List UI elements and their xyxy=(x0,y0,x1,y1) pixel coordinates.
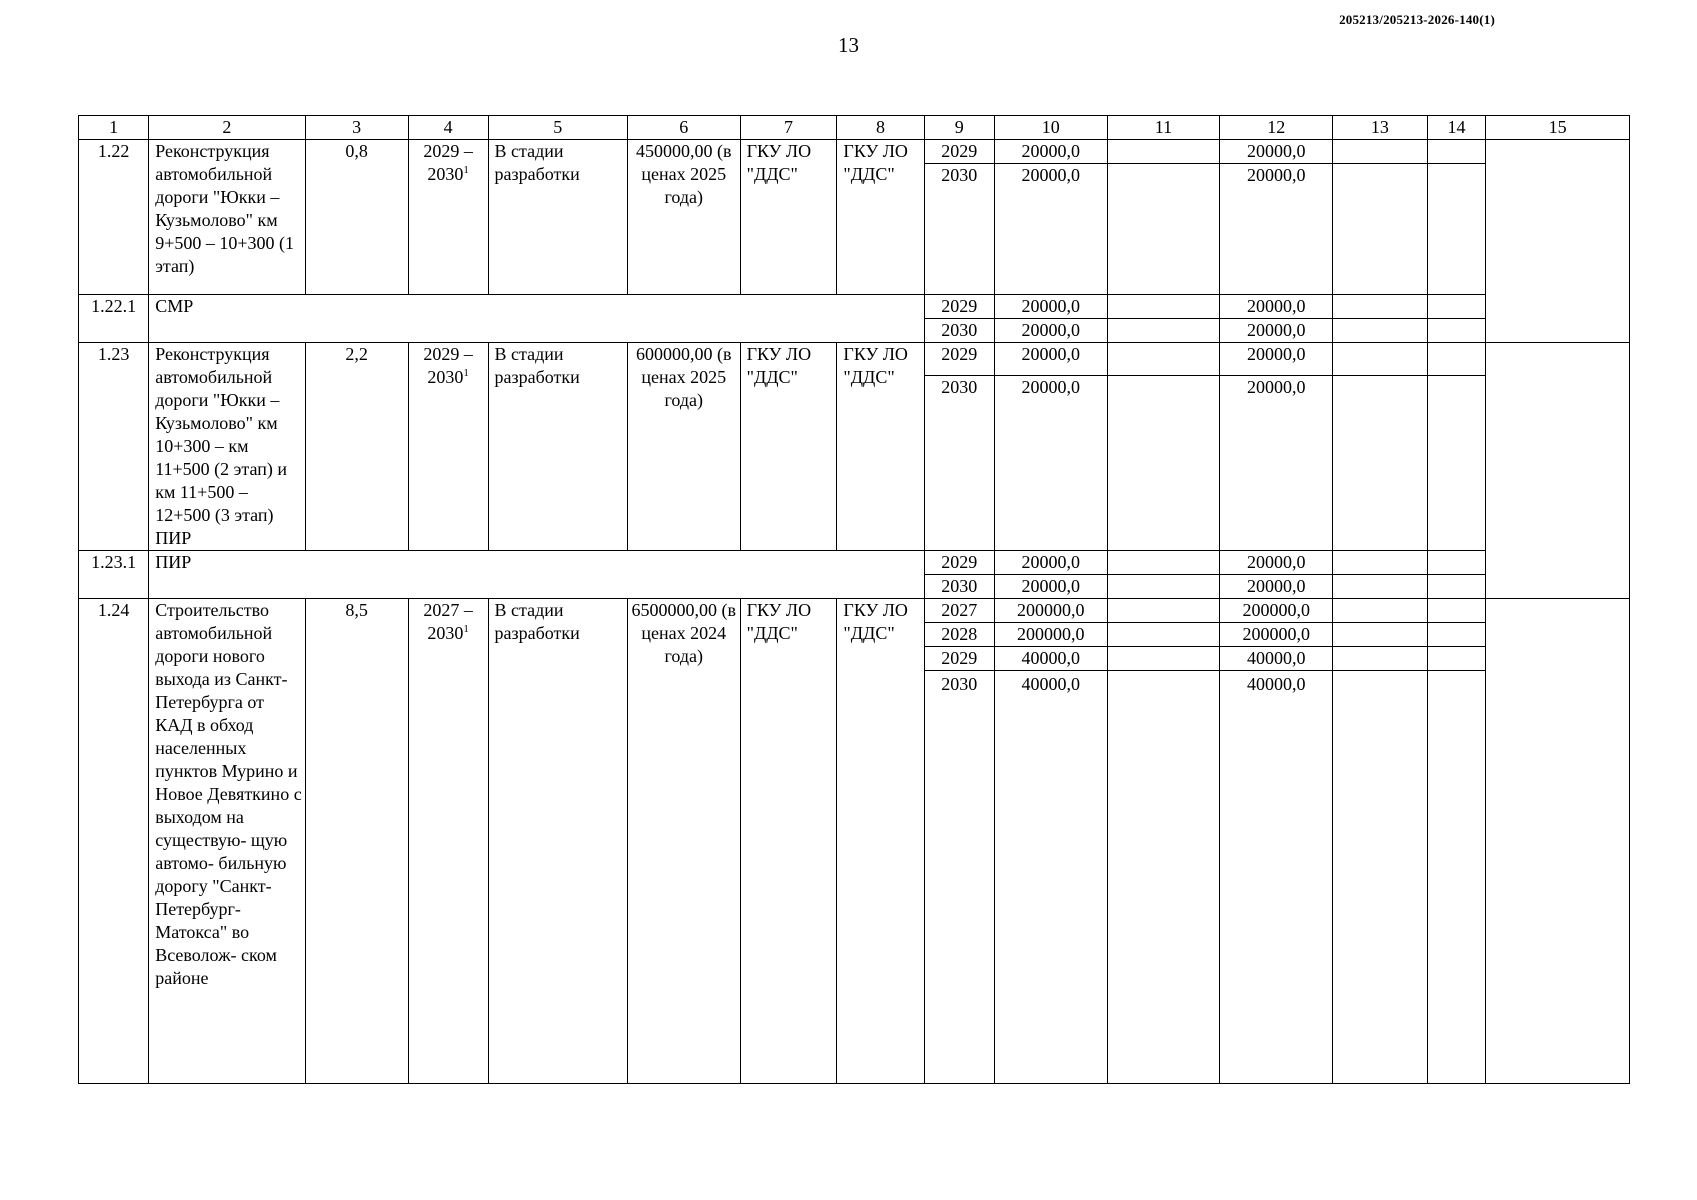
column-header: 6 xyxy=(627,116,740,140)
col13-cell xyxy=(1333,623,1428,647)
col12-cell: 20000,0 xyxy=(1220,164,1333,295)
column-header: 8 xyxy=(837,116,924,140)
col11-cell xyxy=(1107,140,1220,164)
column-header: 10 xyxy=(994,116,1107,140)
col13-cell xyxy=(1333,551,1428,575)
column-header: 15 xyxy=(1486,116,1630,140)
status: В стадии разработки xyxy=(488,343,627,551)
col14-cell xyxy=(1427,647,1486,671)
year-cell: 2029 xyxy=(924,140,994,164)
year-cell: 2027 xyxy=(924,599,994,623)
total-cell: 40000,0 xyxy=(994,671,1107,1084)
row-number: 1.23 xyxy=(79,343,149,551)
object-name: Строительство автомобильной дороги нового выхода из Санкт- Петербурга от КАД в обход населенных пунктов Мурино и Новое Девяткино с выходом на существую- щую автомо- бильную дорогу "Санкт- Петербург- Матокса" во Всеволож- ском районе xyxy=(149,599,305,1084)
year-cell: 2029 xyxy=(924,647,994,671)
col14-cell xyxy=(1427,343,1486,376)
year-cell: 2029 xyxy=(924,295,994,319)
col12-cell: 200000,0 xyxy=(1220,599,1333,623)
length-km: 8,5 xyxy=(305,599,408,1084)
col14-cell xyxy=(1427,140,1486,164)
object-name: Реконструкция автомобильной дороги "Юкки – Кузьмолово" км 10+300 – км 11+500 (2 этап) и км 11+500 – 12+500 (3 этап) ПИР xyxy=(149,343,305,551)
col12-cell: 20000,0 xyxy=(1220,575,1333,599)
total-cell: 20000,0 xyxy=(994,343,1107,376)
col11-cell xyxy=(1107,671,1220,1084)
col13-cell xyxy=(1333,295,1428,319)
projects-table xyxy=(78,115,1630,1084)
col13-cell xyxy=(1333,647,1428,671)
row-number: 1.22 xyxy=(79,140,149,295)
column-header: 1 xyxy=(79,116,149,140)
period: 2029 – 2030$^1$ xyxy=(408,140,488,295)
col13-cell xyxy=(1333,376,1428,551)
col14-cell xyxy=(1427,623,1486,647)
total-cell: 20000,0 xyxy=(994,319,1107,343)
customer: ГКУ ЛО "ДДС" xyxy=(740,343,837,551)
col11-cell xyxy=(1107,343,1220,376)
total-cell: 200000,0 xyxy=(994,599,1107,623)
col11-cell xyxy=(1107,551,1220,575)
length-km: 0,8 xyxy=(305,140,408,295)
col14-cell xyxy=(1427,319,1486,343)
developer: ГКУ ЛО "ДДС" xyxy=(837,343,924,551)
table-row xyxy=(79,599,1630,623)
period: 2027 – 2030$^1$ xyxy=(408,599,488,1084)
column-header: 9 xyxy=(924,116,994,140)
col12-cell: 20000,0 xyxy=(1220,551,1333,575)
total-cell: 20000,0 xyxy=(994,376,1107,551)
col15-cell xyxy=(1486,599,1630,1084)
object-name: Реконструкция автомобильной дороги "Юкки – Кузьмолово" км 9+500 – 10+300 (1 этап) xyxy=(149,140,305,295)
developer: ГКУ ЛО "ДДС" xyxy=(837,599,924,1084)
total-cell: 20000,0 xyxy=(994,575,1107,599)
period: 2029 – 2030$^1$ xyxy=(408,343,488,551)
col11-cell xyxy=(1107,647,1220,671)
column-header: 2 xyxy=(149,116,305,140)
col12-cell: 40000,0 xyxy=(1220,671,1333,1084)
col11-cell xyxy=(1107,376,1220,551)
year-cell: 2028 xyxy=(924,623,994,647)
col14-cell xyxy=(1427,164,1486,295)
customer: ГКУ ЛО "ДДС" xyxy=(740,599,837,1084)
col11-cell xyxy=(1107,164,1220,295)
table-row xyxy=(79,551,1630,575)
col14-cell xyxy=(1427,599,1486,623)
column-header: 12 xyxy=(1220,116,1333,140)
subitem-label: СМР xyxy=(149,295,924,343)
col15-cell xyxy=(1486,140,1630,343)
document-code: 205213/205213-2026-140(1) xyxy=(1339,12,1495,27)
col13-cell xyxy=(1333,319,1428,343)
col14-cell xyxy=(1427,376,1486,551)
year-cell: 2030 xyxy=(924,319,994,343)
total-cell: 200000,0 xyxy=(994,623,1107,647)
developer: ГКУ ЛО "ДДС" xyxy=(837,140,924,295)
column-header: 4 xyxy=(408,116,488,140)
status: В стадии разработки xyxy=(488,140,627,295)
col11-cell xyxy=(1107,599,1220,623)
year-cell: 2030 xyxy=(924,164,994,295)
customer: ГКУ ЛО "ДДС" xyxy=(740,140,837,295)
column-header: 11 xyxy=(1107,116,1220,140)
row-number: 1.23.1 xyxy=(79,551,149,599)
col14-cell xyxy=(1427,575,1486,599)
total-cell: 40000,0 xyxy=(994,647,1107,671)
col14-cell xyxy=(1427,551,1486,575)
table-header-row xyxy=(79,116,1630,140)
year-cell: 2029 xyxy=(924,551,994,575)
cost: 600000,00 (в ценах 2025 года) xyxy=(627,343,740,551)
col11-cell xyxy=(1107,623,1220,647)
col11-cell xyxy=(1107,319,1220,343)
column-header: 13 xyxy=(1333,116,1428,140)
col14-cell xyxy=(1427,295,1486,319)
year-cell: 2030 xyxy=(924,376,994,551)
total-cell: 20000,0 xyxy=(994,140,1107,164)
column-header: 5 xyxy=(488,116,627,140)
table-row xyxy=(79,343,1630,376)
year-cell: 2029 xyxy=(924,343,994,376)
column-header: 14 xyxy=(1427,116,1486,140)
subitem-label: ПИР xyxy=(149,551,924,599)
col11-cell xyxy=(1107,295,1220,319)
col14-cell xyxy=(1427,671,1486,1084)
table-row xyxy=(79,295,1630,319)
col13-cell xyxy=(1333,164,1428,295)
year-cell: 2030 xyxy=(924,575,994,599)
page-number: 13 xyxy=(838,33,859,57)
total-cell: 20000,0 xyxy=(994,295,1107,319)
cost: 6500000,00 (в ценах 2024 года) xyxy=(627,599,740,1084)
col13-cell xyxy=(1333,575,1428,599)
col12-cell: 20000,0 xyxy=(1220,343,1333,376)
total-cell: 20000,0 xyxy=(994,164,1107,295)
col11-cell xyxy=(1107,575,1220,599)
col13-cell xyxy=(1333,140,1428,164)
col12-cell: 20000,0 xyxy=(1220,295,1333,319)
length-km: 2,2 xyxy=(305,343,408,551)
column-header: 7 xyxy=(740,116,837,140)
status: В стадии разработки xyxy=(488,599,627,1084)
col13-cell xyxy=(1333,599,1428,623)
row-number: 1.22.1 xyxy=(79,295,149,343)
col13-cell xyxy=(1333,671,1428,1084)
row-number: 1.24 xyxy=(79,599,149,1084)
column-header: 3 xyxy=(305,116,408,140)
col12-cell: 20000,0 xyxy=(1220,140,1333,164)
col12-cell: 40000,0 xyxy=(1220,647,1333,671)
cost: 450000,00 (в ценах 2025 года) xyxy=(627,140,740,295)
col12-cell: 200000,0 xyxy=(1220,623,1333,647)
table-row xyxy=(79,140,1630,164)
total-cell: 20000,0 xyxy=(994,551,1107,575)
col12-cell: 20000,0 xyxy=(1220,376,1333,551)
col15-cell xyxy=(1486,343,1630,599)
col13-cell xyxy=(1333,343,1428,376)
year-cell: 2030 xyxy=(924,671,994,1084)
col12-cell: 20000,0 xyxy=(1220,319,1333,343)
